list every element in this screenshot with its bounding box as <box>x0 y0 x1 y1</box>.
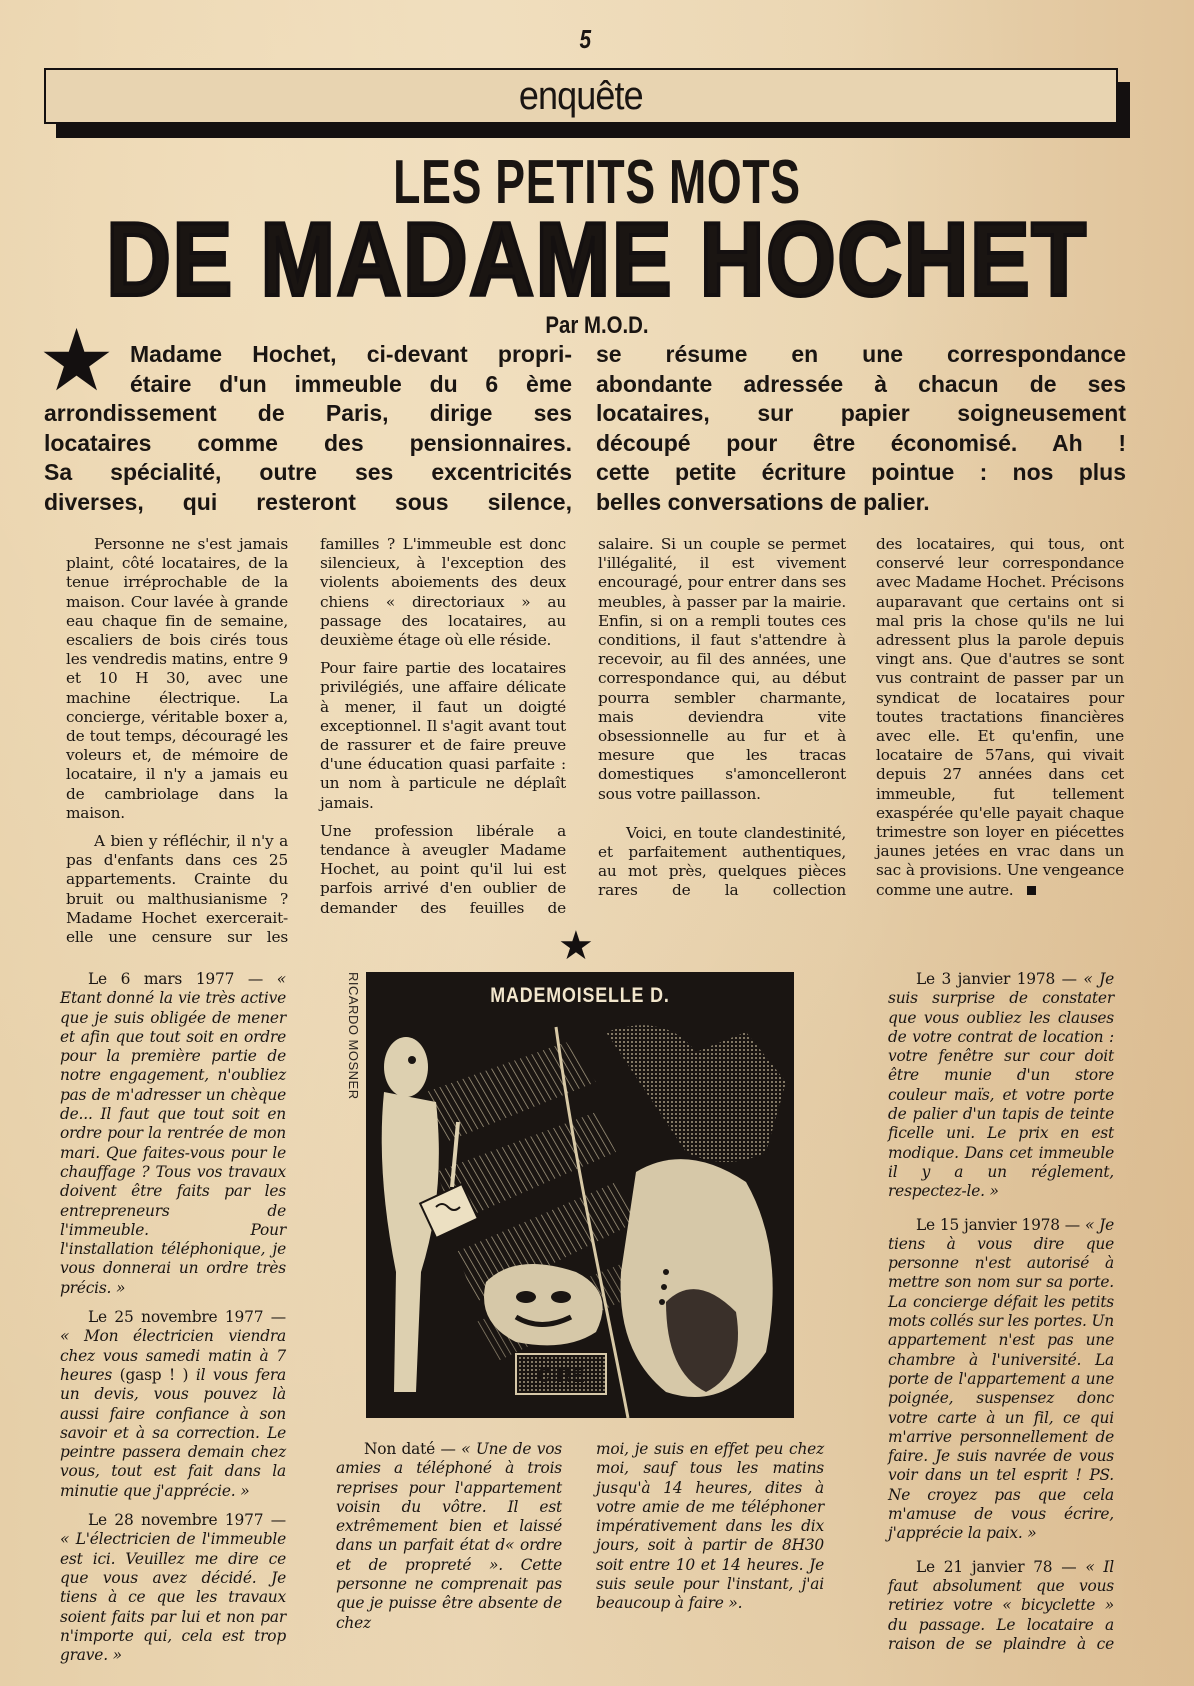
letter-text: « Je suis surprise de constater que vous oubliez les clauses de votre contrat de location : votre fenêtre sur cour doit être munie d'un store couleur maïs, et votre porte de palier d'un tapis de teinte ficelle uni. Le prix en est modique. Dans cet immeuble il y a un réglement, respectez-le. » <box>888 970 1114 1201</box>
body-paragraph: Pour faire partie des locataires privilégiés, une affaire délicate à mener, il faut un doigté exceptionnel. Il s'agit avant tout de rassurer et de faire preuve d'une éducation quasi parfaite : un nom à particule ne déplaît jamais. <box>320 659 566 812</box>
body-column-1 <box>66 535 288 956</box>
letters-column-2 <box>336 1440 562 1643</box>
star-icon: ★ <box>558 923 594 969</box>
lead-line: locataires comme des pensionnaires. <box>44 429 572 456</box>
headline-line-1: LES PETITS MOTS <box>393 148 801 217</box>
letter-date: Le 3 janvier 1978 — <box>916 970 1077 988</box>
end-mark-icon <box>1027 886 1036 895</box>
letter-entry <box>60 1308 286 1501</box>
lead-paragraph-left <box>44 340 572 517</box>
lead-line: Sa spécialité, outre ses excentricités <box>44 459 572 485</box>
lead-line: diverses, qui resteront sous silence, <box>44 488 572 515</box>
body-column-3 <box>598 535 846 910</box>
letters-column-4 <box>888 970 1114 1664</box>
figure-tenant <box>606 1025 786 1397</box>
lead-paragraph-right <box>596 340 1126 517</box>
illustration-title: MADEMOISELLE D. <box>490 984 670 1007</box>
lead-line: belles conversations de palier. <box>596 488 930 515</box>
page-number: 5 <box>579 24 592 54</box>
letter-date: Le 15 janvier 1978 — <box>916 1215 1080 1234</box>
letter-entry <box>60 1511 286 1665</box>
body-paragraph <box>876 535 1124 900</box>
letter-text: il vous fera un devis, vous pouvez là aussi faire confiance à son savoir et à sa correction. Le peintre passera demain chez vous, tout est fait dans la minutie que j'apprécie. » <box>60 1365 286 1500</box>
letters-column-3 <box>596 1440 824 1624</box>
letter-text: « Il faut absolument que vous retiriez votre « bicyclette » du passage. Le locataire a raison de se plaindre à ce <box>888 1557 1114 1653</box>
letter-text: « L'électricien de l'immeuble est ici. Veuillez me dire ce que vous avez décidé. Je tiens à ce que les travaux soient faits par lui et non par n'importe qui, cela est trop grave. » <box>60 1530 286 1665</box>
letter-text: moi, je suis en effet peu chez moi, sauf tous les matins jusqu'à 14 heures, dites à votre amie de me téléphoner impérativement dans les dix jours, soit à partir de 8H30 soit entre 10 et 14 heures. Je suis seule pour l'instant, j'ai beaucoup à faire ». <box>596 1440 824 1613</box>
illustration-drawing <box>366 972 794 1418</box>
letter-text: « Je tiens à vous dire que personne n'est autorisé à mettre son nom sur sa porte. La concierge défait les petits mots collés sur les portes. Un appartement n'est pas une chambre à l'université. La porte de l'appartement a une poignée, suspensez donc votre carte à un fil, ce qui m'arrive personnellement de faire. Je suis navrée de vous voir dans un tel esprit ! PS. Ne croyez pas que cela m'amuse de vous écrire, j'apprécie la paix. » <box>888 1215 1114 1543</box>
lead-line: se résume en une correspondance <box>596 341 1126 367</box>
body-paragraph: A bien y réfléchir, il n'y a pas d'enfants dans ces 25 appartements. Crainte du bruit ou malthusianisme ? Madame Hochet exercerait-elle une censure sur les <box>66 832 288 947</box>
letter-aside: (gasp ! ) <box>119 1365 189 1384</box>
body-text: des locataires, qui tous, ont conservé leur correspondance avec Madame Hochet. Précisons auparavant que certains ont si mal pris la chose qu'ils ne lui adressent plus la parole depuis vingt ans. Que d'autres se sont vus contraint de passer par un syndicat de locataires pour toutes tractations financières avec elle. Et qu'enfin, une locataire de 57ans, qui vivait depuis 27 années dans cet immeuble, fut tellement exaspérée qu'elle payait chaque trimestre son loyer en piécettes jaunes jetées en vrac dans un sac à provisions. Une vengeance comme une autre. <box>876 535 1124 899</box>
body-paragraph: familles ? L'immeuble est donc silencieux, à l'exception des violents aboiements des deux chiens « directoriaux » au passage des locataires, au deuxième étage où elle réside. <box>320 535 566 650</box>
lead-line: découpé pour être économisé. Ah ! <box>596 429 1126 456</box>
body-paragraph: Personne ne s'est jamais plaint, côté locataires, de la tenue irréprochable de la maison. Cour lavée à grande eau chaque fin de semaine, escaliers de bois cirés tous les vendredis matins, entre 9 et 10 H 30, avec une machine électrique. La concierge, véritable boxer a, de tout temps, découragé les voleurs et, de mémoire de locataire, il n'y a jamais eu de cambriolage dans la maison. <box>66 535 288 822</box>
headline-line-2: DE MADAME HOCHET <box>106 202 1088 318</box>
lead-line: locataires, sur papier soigneusement <box>596 400 1126 426</box>
letter-date: Le 21 janvier 78 — <box>916 1557 1077 1576</box>
letter-date: Le 28 novembre 1977 — <box>88 1511 286 1530</box>
letters-column-1 <box>60 970 286 1675</box>
letter-date: Le 25 novembre 1977 — <box>88 1308 286 1327</box>
body-paragraph: Une profession libérale a tendance à aveugler Madame Hochet, au point qu'il lui est parfois arrivé d'en oublier de demander des feuilles de <box>320 821 566 917</box>
body-paragraph: salaire. Si un couple se permet l'illégalité, il est vivement encouragé, pour entrer dans ses meubles, à passer par la mairie. Enfin, si on a rempli toutes ces conditions, il faut s'attendre à recevoir, au fil des années, une correspondance qui, au début pourra sembler charmante, mais deviendra vite obsessionnelle au fur et à mesure que les tracas domestiques s'amoncelleront sous votre paillasson. <box>598 535 846 803</box>
letter-entry <box>336 1440 562 1633</box>
lead-line: Madame Hochet, ci-devant propri- <box>130 341 572 367</box>
rubric-label: enquête <box>519 73 643 118</box>
body-column-4 <box>876 535 1124 909</box>
byline: Par M.O.D. <box>545 312 649 339</box>
letter-date: Le 6 mars 1977 — <box>88 970 264 988</box>
illustration-credit: RICARDO MOSNER <box>346 972 361 1100</box>
letter-date: Non daté — <box>364 1440 456 1458</box>
letter-entry <box>60 970 286 1298</box>
letter-text: « Etant donné la vie très active que je suis obligée de mener et afin que tout soit en ordre pour la première partie de notre engagement, n'oubliez pas de m'adresser un chèque de... Il faut que tout soit en ordre pour la rentrée de mon mari. Que faites-vous pour le chauffage ? Tous vos travaux doivent être faits par les entrepreneurs de l'immeuble. Pour l'installation téléphonique, je vous donnerai un ordre très précis. » <box>60 970 286 1297</box>
letter-entry <box>888 1216 1114 1544</box>
letter-text: « Mon électricien viendra chez vous samedi matin à 7 heures <box>60 1327 286 1384</box>
lead-line: étaire d'un immeuble du 6 ème <box>130 370 572 397</box>
letter-entry-continued <box>596 1440 824 1614</box>
body-paragraph: Voici, en toute clandestinité, et parfaitement authentiques, au mot près, quelques pièces rares de la collection <box>598 823 846 900</box>
letter-entry <box>888 1558 1114 1654</box>
lead-line: abondante adressée à chacun de ses <box>596 370 1126 397</box>
star-icon: ★ <box>38 311 116 411</box>
letter-entry <box>888 970 1114 1202</box>
illustration <box>366 972 794 1418</box>
sign-text: CIRE <box>537 1365 585 1387</box>
lead-line: cette petite écriture pointue : nos plus <box>596 459 1126 485</box>
letter-text: « Une de vos amies a téléphoné à trois reprises pour l'appartement voisin du vôtre. Il est extrêmement bien et laissé dans un parfait état d« ordre et de propreté ». Cette personne ne comprenait pas que je puisse être absente de chez <box>336 1440 562 1632</box>
lead-line: arrondissement de Paris, dirige ses <box>44 400 572 426</box>
rubric-banner <box>44 68 1118 124</box>
figure-dog <box>484 1264 606 1394</box>
body-column-2 <box>320 535 566 927</box>
